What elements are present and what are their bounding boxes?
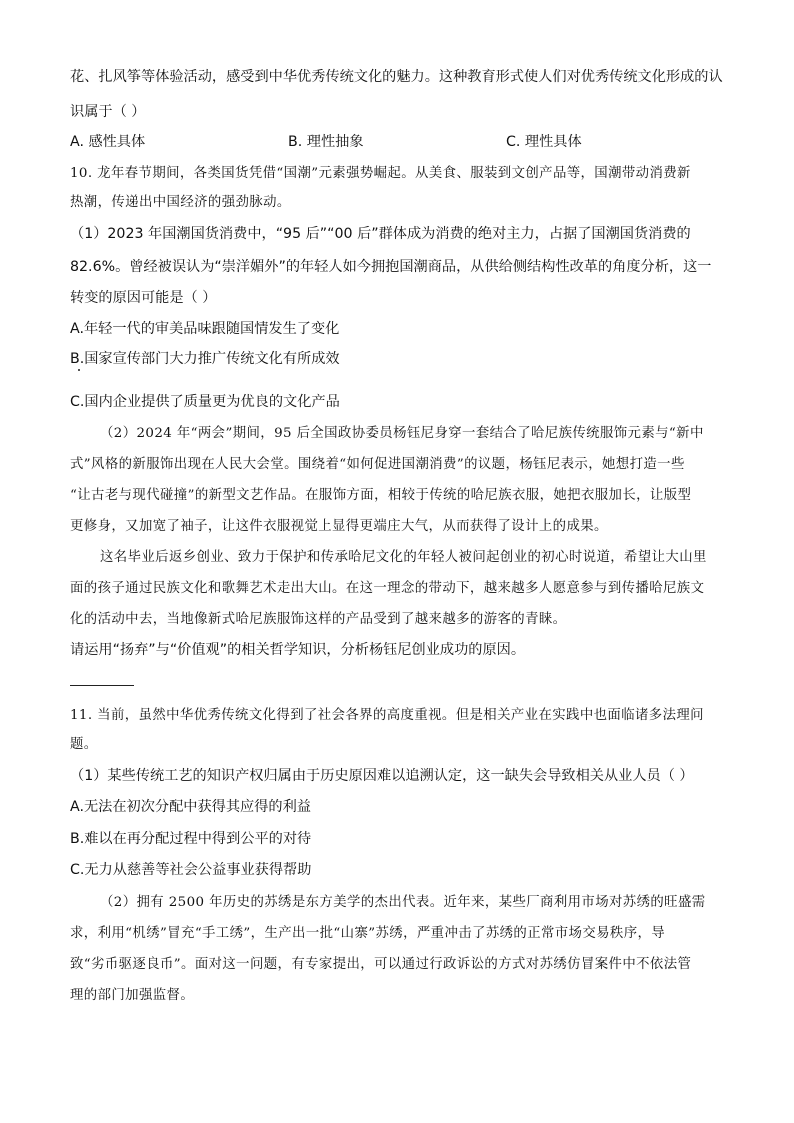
- q11-part2-line-1: （2）拥有 2500 年历史的苏绣是东方美学的杰出代表。近年来，某些厂商利用市场对苏绣的旺盛需: [100, 895, 706, 910]
- q11-intro-line-1: 11. 当前，虽然中华优秀传统文化得到了社会各界的高度重视。但是相关产业在实践中也面临诸多法理问: [70, 708, 704, 723]
- q9-option-a: A. 感性具体: [70, 134, 146, 150]
- q10-part1-line-1: （1）2023 年国潮国货消费中，“95 后”“00 后”群体成为消费的绝对主力，占据了国潮国货消费的: [70, 226, 691, 242]
- q10-part2-question: 请运用“扬弃”与“价值观”的相关哲学知识，分析杨钰尼创业成功的原因。: [70, 642, 526, 658]
- q11-part1-option-b: B.难以在再分配过程中得到公平的对待: [70, 831, 312, 847]
- q11-part2-line-2: 求，利用“机绣”冒充“手工绣”，生产出一批“山寨”苏绣，严重冲击了苏绣的正常市场交易秩序，导: [70, 926, 666, 941]
- q10-part2-line-5: 这名毕业后返乡创业、致力于保护和传承哈尼文化的年轻人被问起创业的初心时说道，希望让大山里: [100, 550, 707, 565]
- q10-part1-option-b: B.国家宣传部门大力推广传统文化有所成效: [70, 351, 340, 367]
- q11-intro-line-2: 题。: [70, 737, 98, 752]
- q11-part1-line-1: （1）某些传统工艺的知识产权归属由于历史原因难以追溯认定，这一缺失会导致相关从业人员（ ）: [70, 768, 694, 784]
- q11-part1-option-c: C.无力从慈善等社会公益事业获得帮助: [70, 862, 312, 878]
- q10-part1-line-3: 转变的原因可能是（ ）: [70, 290, 217, 306]
- q10-intro-line-1: 10. 龙年春节期间，各类国货凭借“国潮”元素强势崛起。从美食、服装到文创产品等，国潮带动消费新: [70, 166, 691, 181]
- q10-part2-line-3: “让古老与现代碰撞”的新型文艺作品。在服饰方面，相较于传统的哈尼族衣服，她把衣服加长，让版型: [70, 488, 692, 503]
- q11-part2-line-3: 致“劣币驱逐良币”。面对这一问题，有专家提出，可以通过行政诉讼的方式对苏绣仿冒案件中不依法管: [70, 957, 692, 972]
- q11-part2-line-4: 理的部门加强监督。: [70, 988, 195, 1003]
- q9-text-line-2: 识属于（ ）: [70, 104, 146, 120]
- q10-part2-line-2: 式”风格的新服饰出现在人民大会堂。围绕着“如何促进国潮消费”的议题，杨钰尼表示，她想打造一些: [70, 457, 685, 472]
- stray-dot: [78, 369, 80, 371]
- q10-part2-line-6: 面的孩子通过民族文化和歌舞艺术走出大山。在这一理念的带动下，越来越多人愿意参与到传播哈尼族文: [70, 581, 705, 596]
- q10-part2-line-7: 化的活动中去，当地像新式哈尼族服饰这样的产品受到了越来越多的游客的青睐。: [70, 612, 567, 627]
- q10-part1-option-a: A.年轻一代的审美品味跟随国情发生了变化: [70, 321, 340, 337]
- q11-part1-option-a: A.无法在初次分配中获得其应得的利益: [70, 799, 311, 815]
- q10-part1-option-c: C.国内企业提供了质量更为优良的文化产品: [70, 394, 340, 410]
- q10-part2-line-1: （2）2024 年“两会”期间，95 后全国政协委员杨钰尼身穿一套结合了哈尼族传统服饰元素与“新中: [100, 426, 704, 441]
- q10-part2-line-4: 更修身，又加宽了袖子，让这件衣服视觉上显得更端庄大气，从而获得了设计上的成果。: [70, 519, 608, 534]
- q9-option-c: C. 理性具体: [506, 134, 582, 150]
- answer-line: [70, 685, 134, 686]
- q9-text-line-1: 花、扎风筝等体验活动，感受到中华优秀传统文化的魅力。这种教育形式使人们对优秀传统文化形成的认: [70, 69, 723, 85]
- q10-intro-line-2: 热潮，传递出中国经济的强劲脉动。: [70, 195, 291, 210]
- q9-option-b: B. 理性抽象: [288, 134, 364, 150]
- q10-part1-line-2: 82.6%。曾经被误认为“崇洋媚外”的年轻人如今拥抱国潮商品，从供给侧结构性改革的角度分析，这一: [70, 259, 712, 275]
